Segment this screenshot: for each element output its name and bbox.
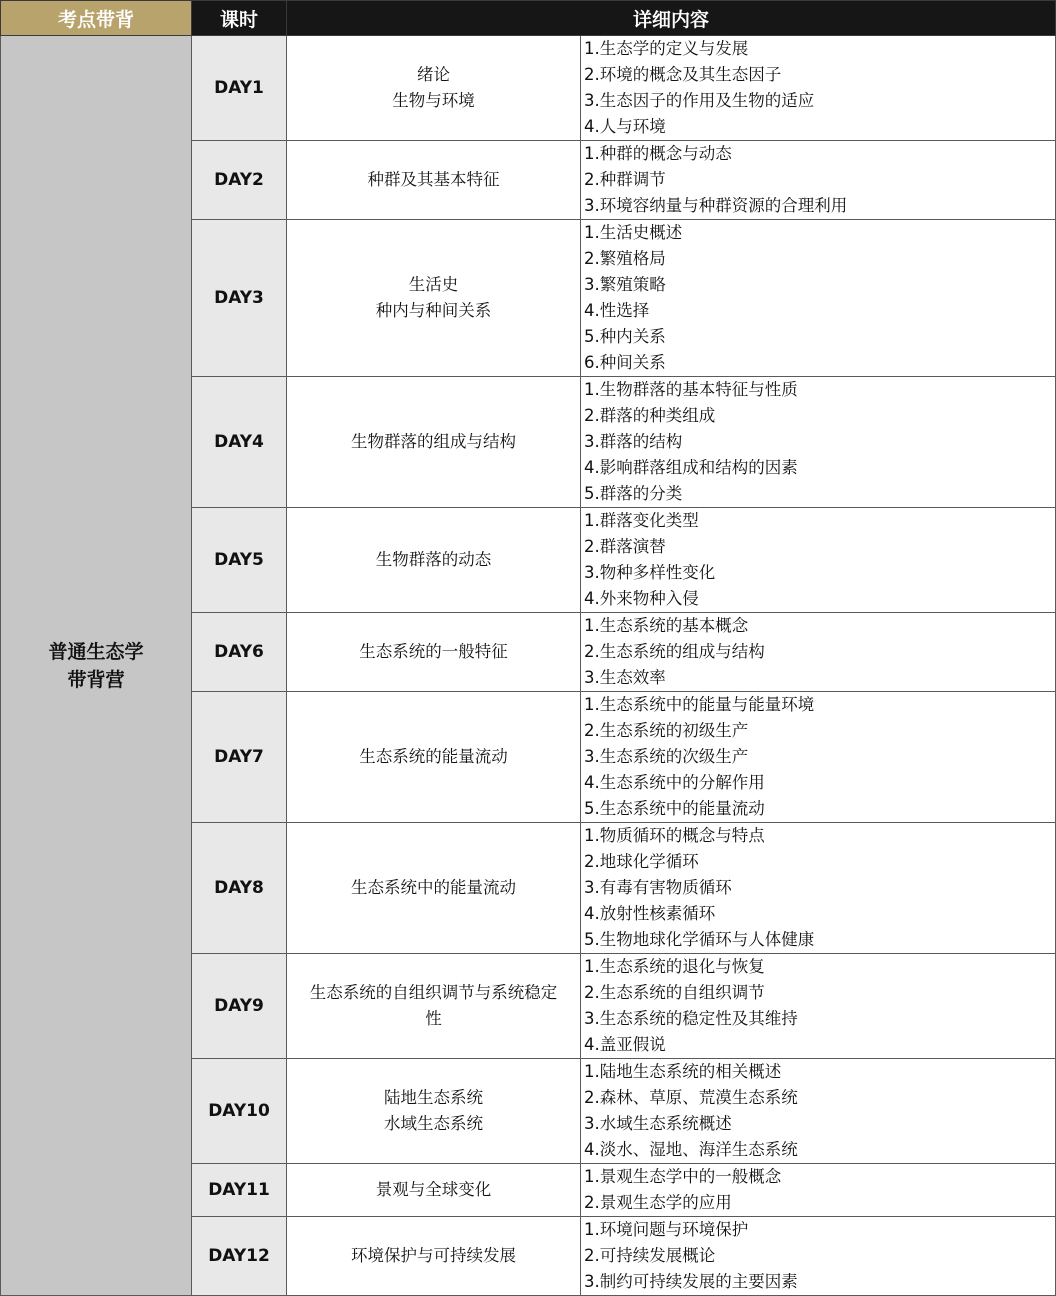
topic-cell bbox=[287, 220, 581, 377]
topic-line: 生物群落的动态 bbox=[375, 550, 492, 569]
day-cell: DAY12 bbox=[192, 1217, 287, 1296]
detail-item: 1.生态学的定义与发展 bbox=[584, 39, 749, 58]
category-label: 带背营 bbox=[67, 668, 125, 691]
topic-cell bbox=[287, 823, 581, 954]
header-category: 考点带背 bbox=[1, 1, 192, 36]
day-cell: DAY1 bbox=[192, 36, 287, 141]
detail-item: 1.种群的概念与动态 bbox=[584, 144, 732, 163]
category-label: 普通生态学 bbox=[48, 640, 144, 663]
detail-item: 2.生态系统的自组织调节 bbox=[584, 983, 765, 1002]
detail-item: 2.群落的种类组成 bbox=[584, 406, 716, 425]
detail-item: 1.生态系统的退化与恢复 bbox=[584, 957, 765, 976]
detail-item: 4.人与环境 bbox=[584, 117, 666, 136]
topic-line: 水域生态系统 bbox=[384, 1114, 483, 1133]
detail-item: 1.群落变化类型 bbox=[584, 511, 699, 530]
topic-cell bbox=[287, 508, 581, 613]
header-detail: 详细内容 bbox=[287, 1, 1056, 36]
detail-cell bbox=[581, 36, 1056, 141]
day-cell: DAY2 bbox=[192, 141, 287, 220]
day-cell: DAY9 bbox=[192, 954, 287, 1059]
day-cell: DAY10 bbox=[192, 1059, 287, 1164]
day-cell: DAY7 bbox=[192, 692, 287, 823]
detail-item: 4.盖亚假说 bbox=[584, 1035, 666, 1054]
detail-item: 3.繁殖策略 bbox=[584, 275, 666, 294]
detail-item: 2.生态系统的初级生产 bbox=[584, 721, 749, 740]
topic-cell bbox=[287, 692, 581, 823]
topic-cell bbox=[287, 1059, 581, 1164]
detail-item: 2.种群调节 bbox=[584, 170, 666, 189]
detail-item: 3.水域生态系统概述 bbox=[584, 1114, 732, 1133]
detail-item: 3.生态系统的稳定性及其维持 bbox=[584, 1009, 798, 1028]
detail-item: 2.地球化学循环 bbox=[584, 852, 699, 871]
detail-item: 4.生态系统中的分解作用 bbox=[584, 773, 765, 792]
detail-cell bbox=[581, 954, 1056, 1059]
detail-cell bbox=[581, 1217, 1056, 1296]
topic-line: 生态系统的自组织调节与系统稳定 bbox=[309, 983, 558, 1002]
detail-item: 4.影响群落组成和结构的因素 bbox=[584, 458, 798, 477]
detail-cell bbox=[581, 508, 1056, 613]
detail-item: 4.放射性核素循环 bbox=[584, 904, 716, 923]
day-cell: DAY5 bbox=[192, 508, 287, 613]
topic-line: 生物群落的组成与结构 bbox=[351, 432, 516, 451]
detail-item: 3.物种多样性变化 bbox=[584, 563, 716, 582]
detail-cell bbox=[581, 1164, 1056, 1217]
detail-item: 6.种间关系 bbox=[584, 353, 666, 372]
detail-item: 2.繁殖格局 bbox=[584, 249, 666, 268]
detail-item: 1.景观生态学中的一般概念 bbox=[584, 1167, 782, 1186]
detail-cell bbox=[581, 613, 1056, 692]
detail-item: 2.群落演替 bbox=[584, 537, 666, 556]
detail-cell bbox=[581, 377, 1056, 508]
detail-item: 3.环境容纳量与种群资源的合理利用 bbox=[584, 196, 848, 215]
header-row bbox=[1, 1, 1056, 36]
detail-item: 5.生态系统中的能量流动 bbox=[584, 799, 765, 818]
topic-line: 绪论 bbox=[417, 65, 450, 84]
detail-item: 2.森林、草原、荒漠生态系统 bbox=[584, 1088, 798, 1107]
day-cell: DAY11 bbox=[192, 1164, 287, 1217]
detail-item: 1.生态系统的基本概念 bbox=[584, 616, 749, 635]
topic-line: 生态系统的能量流动 bbox=[359, 747, 508, 766]
detail-item: 5.生物地球化学循环与人体健康 bbox=[584, 930, 815, 949]
detail-item: 3.生态系统的次级生产 bbox=[584, 747, 749, 766]
detail-item: 1.生态系统中的能量与能量环境 bbox=[584, 695, 815, 714]
detail-item: 4.淡水、湿地、海洋生态系统 bbox=[584, 1140, 798, 1159]
detail-cell bbox=[581, 823, 1056, 954]
day-cell: DAY4 bbox=[192, 377, 287, 508]
detail-item: 4.外来物种入侵 bbox=[584, 589, 699, 608]
topic-line: 种内与种间关系 bbox=[375, 301, 492, 320]
detail-item: 1.物质循环的概念与特点 bbox=[584, 826, 765, 845]
topic-cell bbox=[287, 1164, 581, 1217]
topic-line: 生活史 bbox=[408, 275, 459, 294]
topic-cell bbox=[287, 141, 581, 220]
day-cell: DAY3 bbox=[192, 220, 287, 377]
header-lesson: 课时 bbox=[192, 1, 287, 36]
topic-line: 生物与环境 bbox=[392, 91, 475, 110]
detail-item: 2.景观生态学的应用 bbox=[584, 1193, 732, 1212]
detail-item: 5.种内关系 bbox=[584, 327, 666, 346]
topic-cell bbox=[287, 377, 581, 508]
detail-item: 3.生态效率 bbox=[584, 668, 666, 687]
detail-item: 1.生活史概述 bbox=[584, 223, 683, 242]
topic-line: 生态系统的一般特征 bbox=[359, 642, 508, 661]
detail-cell bbox=[581, 141, 1056, 220]
detail-item: 2.可持续发展概论 bbox=[584, 1246, 716, 1265]
table-row bbox=[1, 36, 1056, 141]
day-cell: DAY8 bbox=[192, 823, 287, 954]
topic-cell bbox=[287, 613, 581, 692]
topic-cell bbox=[287, 954, 581, 1059]
detail-item: 3.群落的结构 bbox=[584, 432, 683, 451]
detail-cell bbox=[581, 220, 1056, 377]
detail-item: 3.制约可持续发展的主要因素 bbox=[584, 1272, 798, 1291]
category-cell bbox=[1, 36, 192, 1296]
detail-item: 3.生态因子的作用及生物的适应 bbox=[584, 91, 815, 110]
detail-item: 1.陆地生态系统的相关概述 bbox=[584, 1062, 782, 1081]
topic-cell bbox=[287, 36, 581, 141]
day-cell: DAY6 bbox=[192, 613, 287, 692]
topic-line: 陆地生态系统 bbox=[384, 1088, 483, 1107]
detail-item: 2.环境的概念及其生态因子 bbox=[584, 65, 782, 84]
topic-cell bbox=[287, 1217, 581, 1296]
detail-item: 2.生态系统的组成与结构 bbox=[584, 642, 765, 661]
detail-item: 5.群落的分类 bbox=[584, 484, 683, 503]
detail-item: 4.性选择 bbox=[584, 301, 650, 320]
detail-cell bbox=[581, 1059, 1056, 1164]
detail-item: 1.生物群落的基本特征与性质 bbox=[584, 380, 798, 399]
detail-cell bbox=[581, 692, 1056, 823]
topic-line: 环境保护与可持续发展 bbox=[351, 1246, 516, 1265]
detail-item: 3.有毒有害物质循环 bbox=[584, 878, 732, 897]
topic-line: 景观与全球变化 bbox=[375, 1180, 492, 1199]
detail-item: 1.环境问题与环境保护 bbox=[584, 1220, 749, 1239]
topic-line: 种群及其基本特征 bbox=[367, 170, 500, 189]
topic-line: 性 bbox=[425, 1009, 442, 1028]
topic-line: 生态系统中的能量流动 bbox=[351, 878, 516, 897]
